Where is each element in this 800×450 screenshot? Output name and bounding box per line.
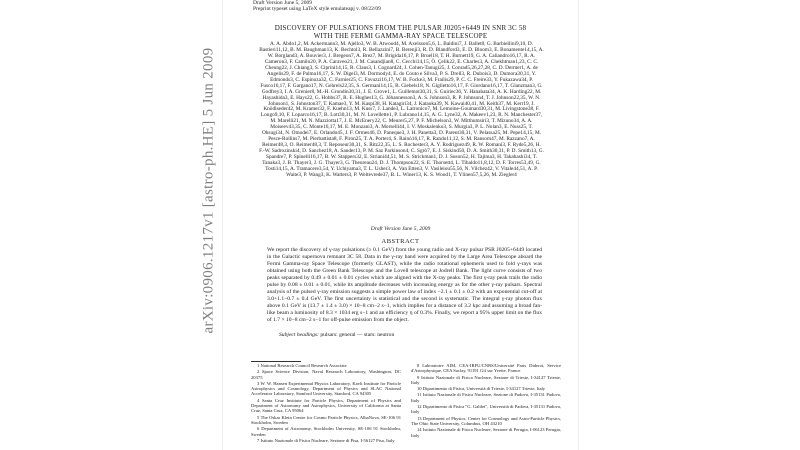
footnotes-right-column bbox=[411, 363, 561, 439]
title-line-2: WITH THE FERMI GAMMA-RAY SPACE TELESCOPE bbox=[313, 32, 488, 40]
footnote: 5 The Oskar Klein Centre for Cosmo Particle Physics, AlbaNova, SE-106 91 Stockholm, Sweden bbox=[251, 414, 401, 425]
paper-page bbox=[223, 0, 578, 450]
arxiv-id-text: arXiv:0906.1217v1 [astro-ph.HE] 5 Jun 2009 bbox=[200, 47, 217, 333]
abstract-heading: ABSTRACT bbox=[381, 238, 420, 245]
subject-headings bbox=[279, 332, 549, 338]
title-line-1: DISCOVERY OF PULSATIONS FROM THE PULSAR J0205+6449 IN SNR 3C 58 bbox=[274, 24, 527, 32]
draft-version-header: Draft Version June 5, 2009 bbox=[253, 0, 313, 6]
left-margin bbox=[0, 0, 223, 450]
footnote: 4 Santa Cruz Institute for Particle Physics, Department of Physics and Department of Astronomy and Astrophysics, University of California at Santa Cruz, Santa Cruz, CA 95064 bbox=[251, 397, 401, 414]
footnote: 6 Department of Astronomy, Stockholm University, SE-106 91 Stockholm, Sweden bbox=[251, 426, 401, 437]
footnote-rule bbox=[251, 361, 301, 362]
footnote: 10 Dipartimento di Fisica, Università di Trieste, I-34127 Trieste, Italy bbox=[417, 386, 546, 392]
subject-headings-text: pulsars: general — stars: neutron bbox=[318, 332, 395, 338]
arxiv-identifier bbox=[196, 40, 222, 340]
footnote: 7 Istituto Nazionale di Fisica Nucleare, Sezione di Pisa, I-56127 Pisa, Italy bbox=[257, 437, 395, 443]
footnotes-left-column bbox=[251, 363, 401, 444]
footnote: 14 Istituto Nazionale di Fisica Nucleare, Sezione di Perugia, I-06123 Perugia, Italy bbox=[411, 427, 561, 438]
abstract-body: We report the discovery of γ-ray pulsations (≥ 0.1 GeV) from the young radio and X-ray pulsar PSR J0205+6449 located in the Galactic supernova remnant 3C 58. Data in the γ-ray band were acquired by the Large Area Telescope aboard the Fermi Gamma-ray Space Telescope (formerly GLAST), while the radio rotational ephemeris used to fold γ-rays was obtained using both the Green Bank Telescope and the Lovell telescope at Jodrell Bank. The light curve consists of two peaks separated by 0.49 ± 0.01 ± 0.01 cycles which are aligned with the X-ray peaks. The first γ-ray peak trails the radio pulse by 0.08 ± 0.01 ± 0.01, while its amplitude decreases with increasing energy as for the other γ-ray pulsars. Spectral analysis of the pulsed γ-ray emission suggests a simple power law of index −2.1 ± 0.1 ± 0.2 with an exponential cut-off at 3.0+1.1−0.7 ± 0.4 GeV. The first uncertainty is statistical and the second is systematic. The integral γ-ray photon flux above 0.1 GeV is (13.7 ± 1.4 ± 3.0) × 10−8 cm−2 s−1, which implies for a distance of 3.2 kpc and assuming a broad fan-like beam a luminosity of 8.3 × 1034 erg s−1 and an efficiency η of 0.3%. Finally, we report a 95% upper limit on the flux of 1.7 × 10−8 cm−2 s−1 for off-pulse emission from the object. bbox=[267, 247, 542, 324]
preprint-note: Preprint typeset using LaTeX style emulateapj v. 08/22/09 bbox=[253, 6, 381, 12]
footnote: 9 Istituto Nazionale di Fisica Nucleare, Sezione di Trieste, I-34127 Trieste, Italy bbox=[411, 374, 561, 385]
subject-headings-label: Subject headings: bbox=[279, 332, 319, 338]
footnote: 13 Department of Physics, Center for Cosmology and Astro-Particle Physics, The Ohio State University, Columbus, OH 43210 bbox=[411, 415, 561, 426]
footnote: 11 Istituto Nazionale di Fisica Nucleare, Sezione di Padova, I-35131 Padova, Italy bbox=[411, 392, 561, 403]
footnote: 3 W. W. Hansen Experimental Physics Laboratory, Kavli Institute for Particle Astrophysics and Cosmology, Department of Physics and SLAC National Accelerator Laboratory, Stanford University, Stanford, CA 94305 bbox=[251, 380, 401, 397]
author-list: A. A. Abdo1,2, M. Ackermann3, M. Ajello3, W. B. Atwood4, M. Axelsson5,6, L. Baldini7, J. Ballet8, G. Barbiellini9,10, D. Bastieri11,12, B. M. Baughman13, K. Bechtol3, R. Bellazzini7, B. Berenji3, R. D. Blandford3, E. D. Bloom3, E. Bonamente14,15, A. W. Borgland3, A. Bouvier3, J. Bregeon7, A. Brez7, M. Brigida16,17, P. Bruel18, T. H. Burnett19, G. A. Caliandro16,17, R. A. Cameron3, F. Camilo20, P. A. Caraveo21, J. M. Casandjian8, C. Cecchi14,15, Ö. Çelik22, E. Charles3, A. Chekhtman1,23, C. C. Cheung22, J. Chiang3, S. Ciprini14,15, R. Claus3, I. Cognard24, J. Cohen-Tanugi25, J. Conrad5,26,27,28, C. D. Dermer1, A. de Angelis29, F. de Palma16,17, S. W. Digel3, M. Dormody4, E. do Couto e Silva3, P. S. Drell3, R. Dubois3, D. Dumora30,31, Y. Edmonds3, C. Espinoza32, C. Farnier25, C. Favuzzi16,17, W. B. Focke3, M. Frailis29, P. C. C. Freire33, Y. Fukazawa34, P. Fusco16,17, F. Gargano17, N. Gehrels22,35, S. Germani14,15, B. Giebels18, N. Giglietto16,17, F. Giordano16,17, T. Glanzman3, G. Godfrey3, I. A. Grenier8, M.-H. Grondin30,31, J. E. Grove1, L. Guillemot30,31, S. Guiriec36, Y. Hanabata34, A. K. Harding22, M. Hayashida3, E. Hays22, G. Hobbs37, R. E. Hughes13, G. Jóhannesson3, A. S. Johnson3, R. P. Johnson4, T. J. Johnson22,35, W. N. Johnson1, S. Johnston37, T. Kamae3, Y. M. Kaspi38, H. Katagiri34, J. Kataoka39, N. Kawai40,41, M. Keith37, M. Kerr19, J. Knödlseder42, M. Kramer32, F. Kuehn13, M. Kuss7, J. Lande3, L. Latronico7, M. Lemoine-Goumard30,31, M. Livingstone38, F. Longo9,10, F. Loparco16,17, B. Lott30,31, M. N. Lovellette1, P. Lubrano14,15, A. G. Lyne32, A. Makeev1,23, R. N. Manchester37, M. Marelli21, M. N. Mazziotta17, J. E. McEnery22, C. Meurer5,27, P. F. Michelson3, W. Mitthumsiri3, T. Mizuno34, A. A. Moiseev43,35, C. Monte16,17, M. E. Monzani3, A. Morselli44, I. V. Moskalenko3, S. Murgia3, P. L. Nolan3, E. Nuss25, T. Ohsugi34, N. Omodei7, E. Orlando45, J. F. Ormes46, D. Paneque3, J. H. Panetta3, D. Parent30,31, V. Pelassa25, M. Pepe14,15, M. Pesce-Rollins7, M. Pierbattista8, F. Piron25, T. A. Porter4, S. Rainò16,17, R. Rando11,12, S. M. Ransom47, M. Razzano7, A. Reimer48,3, O. Reimer48,3, T. Reposeur30,31, S. Ritz22,35, L. S. Rochester3, A. Y. Rodriguez49, R. W. Romani3, F. Ryde5,26, H. F.-W. Sadrozinski4, D. Sanchez18, A. Sander13, P. M. Saz Parkinson4, C. Sgrò7, E. J. Siskind50, D. A. Smith30,31, P. D. Smith13, G. Spandre7, P. Spinelli16,17, B. W. Stappers32, E. Striani44,51, M. S. Strickman1, D. J. Suson52, H. Tajima3, H. Takahashi34, T. Tanaka3, J. B. Thayer3, J. G. Thayer3, G. Theureau24, D. J. Thompson22, S. E. Thorsett4, L. Tibaldo11,8,12, D. F. Torres53,49, G. Tosti14,15, A. Tramacere3,54, Y. Uchiyama3, T. L. Usher3, A. Van Etten3, V. Vasileiou55,56, N. Vilchez42, V. Vitale44,51, A. P. Waite3, P. Wang3, K. Watters3, P. Weltevrede37, B. L. Winer13, K. S. Wood1, T. Ylinen57,5,26, M. Ziegler4 bbox=[259, 41, 544, 178]
draft-version-italic: Draft Version June 5, 2009 bbox=[370, 226, 431, 232]
footnote: 2 Space Science Division, Naval Research Laboratory, Washington, DC 20375 bbox=[251, 369, 401, 380]
footnote: 12 Dipartimento di Fisica "G. Galilei", Università di Padova, I-35131 Padova, Italy bbox=[411, 404, 561, 415]
paper-title bbox=[223, 24, 578, 40]
right-margin bbox=[578, 0, 800, 450]
footnote: 8 Laboratoire AIM, CEA-IRFU/CNRS/Université Paris Diderot, Service d'Astrophysique, CEA Saclay, 91191 Gif sur Yvette, France bbox=[411, 363, 561, 374]
footnote: 1 National Research Council Research Associate bbox=[257, 363, 347, 368]
